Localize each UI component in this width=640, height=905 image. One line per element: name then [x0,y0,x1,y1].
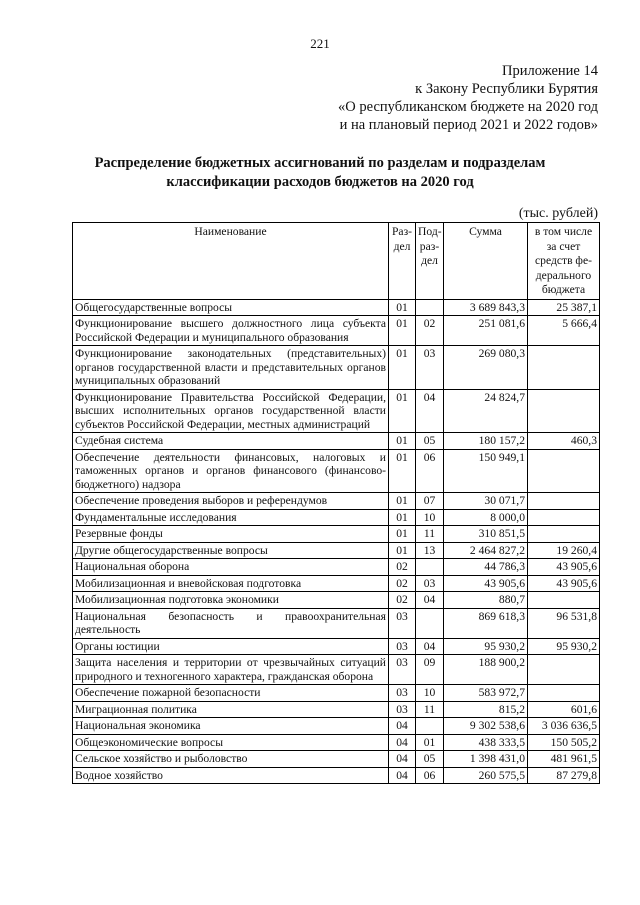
cell-federal [528,449,600,493]
cell-subsection: 04 [416,389,444,433]
appendix-line: Приложение 14 [502,63,598,79]
document-title [0,154,640,192]
cell-federal: 96 531,8 [528,608,600,638]
cell-section: 04 [389,751,416,768]
table-row [73,346,600,390]
cell-sum: 24 824,7 [444,389,528,433]
cell-subsection: 09 [416,655,444,685]
cell-federal: 460,3 [528,433,600,450]
table-row [73,685,600,702]
cell-section: 04 [389,767,416,784]
cell-federal: 19 260,4 [528,542,600,559]
cell-name: Общеэкономические вопросы [73,734,389,751]
table-row [73,316,600,346]
cell-federal: 601,6 [528,701,600,718]
cell-sum: 260 575,5 [444,767,528,784]
cell-name: Мобилизационная и вневойсковая подготовка [73,575,389,592]
cell-subsection [416,718,444,735]
cell-name: Обеспечение пожарной безопасности [73,685,389,702]
cell-section: 01 [389,526,416,543]
appendix-line: и на плановый период 2021 и 2022 годов» [339,117,598,133]
table-row [73,559,600,576]
cell-name: Водное хозяйство [73,767,389,784]
cell-section: 01 [389,299,416,316]
cell-subsection [416,559,444,576]
header-name: Наименование [73,223,389,300]
cell-subsection: 10 [416,509,444,526]
cell-sum: 44 786,3 [444,559,528,576]
cell-federal [528,509,600,526]
cell-subsection: 06 [416,767,444,784]
cell-section: 01 [389,316,416,346]
cell-sum: 9 302 538,6 [444,718,528,735]
cell-name: Обеспечение проведения выборов и референдумов [73,493,389,510]
cell-federal: 25 387,1 [528,299,600,316]
cell-name: Функционирование законодательных (представительных) органов государственной власти и представительных органов муниципальных образований [73,346,389,390]
cell-section: 01 [389,346,416,390]
units-label: (тыс. рублей) [518,206,598,221]
cell-name: Защита населения и территории от чрезвычайных ситуаций природного и техногенного характера, гражданская оборона [73,655,389,685]
cell-sum: 8 000,0 [444,509,528,526]
cell-section: 02 [389,592,416,609]
appendix-header [338,62,598,134]
cell-subsection: 05 [416,433,444,450]
cell-name: Национальная безопасность и правоохранительная деятельность [73,608,389,638]
table-body [73,299,600,784]
cell-section: 03 [389,685,416,702]
table-row [73,526,600,543]
title-line: Распределение бюджетных ассигнований по разделам и подразделам [94,155,546,171]
cell-subsection: 02 [416,316,444,346]
table-row [73,734,600,751]
cell-federal [528,346,600,390]
table-row [73,299,600,316]
cell-sum: 438 333,5 [444,734,528,751]
cell-name: Национальная экономика [73,718,389,735]
table-row [73,718,600,735]
cell-subsection: 04 [416,592,444,609]
cell-sum: 2 464 827,2 [444,542,528,559]
cell-sum: 95 930,2 [444,638,528,655]
cell-name: Резервные фонды [73,526,389,543]
cell-name: Общегосударственные вопросы [73,299,389,316]
cell-section: 02 [389,575,416,592]
cell-subsection: 06 [416,449,444,493]
cell-section: 01 [389,389,416,433]
cell-federal: 87 279,8 [528,767,600,784]
cell-subsection: 10 [416,685,444,702]
table-row [73,767,600,784]
appendix-line: «О республиканском бюджете на 2020 год [338,99,598,115]
cell-section: 04 [389,718,416,735]
cell-federal [528,389,600,433]
table-row [73,389,600,433]
cell-section: 02 [389,559,416,576]
table-row [73,575,600,592]
cell-sum: 880,7 [444,592,528,609]
cell-sum: 815,2 [444,701,528,718]
table-row [73,433,600,450]
cell-federal [528,526,600,543]
cell-name: Миграционная политика [73,701,389,718]
table-row [73,449,600,493]
header-section: Раз- дел [389,223,416,300]
cell-federal: 5 666,4 [528,316,600,346]
cell-name: Судебная система [73,433,389,450]
cell-subsection: 05 [416,751,444,768]
cell-subsection: 07 [416,493,444,510]
cell-subsection: 01 [416,734,444,751]
title-line: классификации расходов бюджетов на 2020 год [166,174,474,190]
cell-sum: 269 080,3 [444,346,528,390]
cell-sum: 583 972,7 [444,685,528,702]
cell-subsection [416,299,444,316]
cell-name: Функционирование высшего должностного лица субъекта Российской Федерации и муниципального образования [73,316,389,346]
table-row [73,509,600,526]
cell-federal [528,655,600,685]
cell-federal: 43 905,6 [528,559,600,576]
cell-federal [528,493,600,510]
cell-name: Другие общегосударственные вопросы [73,542,389,559]
cell-sum: 43 905,6 [444,575,528,592]
cell-sum: 1 398 431,0 [444,751,528,768]
table-row [73,493,600,510]
cell-section: 03 [389,638,416,655]
table-row [73,655,600,685]
table-header-row [73,223,600,300]
cell-section: 04 [389,734,416,751]
cell-subsection [416,608,444,638]
cell-sum: 251 081,6 [444,316,528,346]
cell-section: 01 [389,542,416,559]
cell-name: Функционирование Правительства Российской Федерации, высших исполнительных органов государственной власти субъектов Российской Федерации, местных администраций [73,389,389,433]
cell-sum: 869 618,3 [444,608,528,638]
table-row [73,542,600,559]
cell-federal: 3 036 636,5 [528,718,600,735]
cell-name: Обеспечение деятельности финансовых, налоговых и таможенных органов и органов финансового (финансово-бюджетного) надзора [73,449,389,493]
cell-name: Органы юстиции [73,638,389,655]
header-sum: Сумма [444,223,528,300]
cell-federal: 95 930,2 [528,638,600,655]
cell-sum: 150 949,1 [444,449,528,493]
header-federal: в том числе за счет средств фе- дерального бюджета [528,223,600,300]
cell-subsection: 11 [416,526,444,543]
cell-section: 01 [389,433,416,450]
cell-sum: 180 157,2 [444,433,528,450]
page-number: 221 [310,36,330,51]
budget-table [72,222,600,784]
cell-name: Сельское хозяйство и рыболовство [73,751,389,768]
cell-name: Национальная оборона [73,559,389,576]
cell-federal: 481 961,5 [528,751,600,768]
appendix-line: к Закону Республики Бурятия [415,81,598,97]
cell-sum: 188 900,2 [444,655,528,685]
cell-sum: 30 071,7 [444,493,528,510]
cell-federal [528,592,600,609]
cell-section: 01 [389,509,416,526]
cell-name: Фундаментальные исследования [73,509,389,526]
cell-section: 01 [389,493,416,510]
cell-section: 03 [389,655,416,685]
cell-section: 03 [389,701,416,718]
cell-sum: 3 689 843,3 [444,299,528,316]
cell-subsection: 03 [416,575,444,592]
cell-subsection: 11 [416,701,444,718]
cell-subsection: 13 [416,542,444,559]
header-subsection: Под- раз- дел [416,223,444,300]
table-row [73,751,600,768]
cell-section: 03 [389,608,416,638]
table-row [73,608,600,638]
table-row [73,592,600,609]
cell-federal: 43 905,6 [528,575,600,592]
cell-section: 01 [389,449,416,493]
table-row [73,701,600,718]
cell-federal: 150 505,2 [528,734,600,751]
table-row [73,638,600,655]
cell-sum: 310 851,5 [444,526,528,543]
cell-subsection: 03 [416,346,444,390]
cell-name: Мобилизационная подготовка экономики [73,592,389,609]
cell-federal [528,685,600,702]
cell-subsection: 04 [416,638,444,655]
